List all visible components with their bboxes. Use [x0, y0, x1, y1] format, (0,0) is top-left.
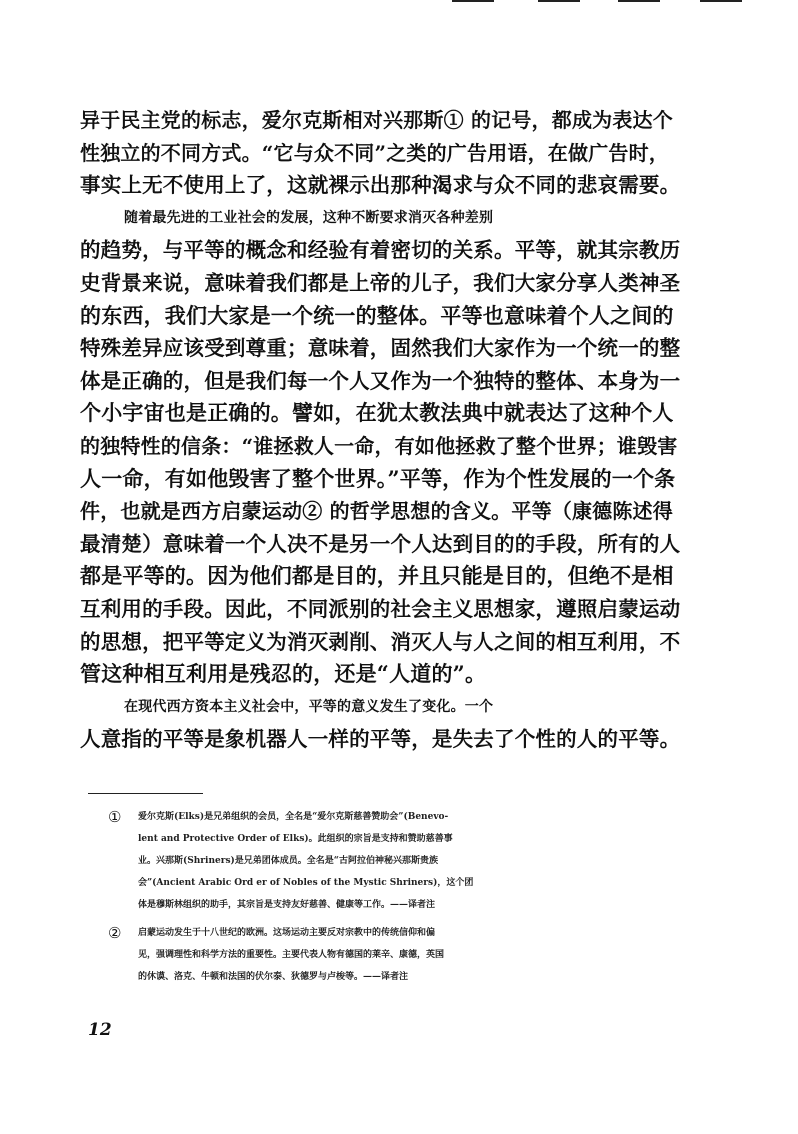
page-number: 12: [88, 1020, 112, 1040]
text-line: 管这种相互利用是残忍的，还是“人道的”。: [80, 661, 487, 687]
paragraph: [80, 691, 680, 756]
text-line: 互利用的手段。因此，不同派别的社会主义思想家，遵照启蒙运动: [80, 596, 681, 621]
footnote-line: 见，强调理性和科学方法的重要性。主要代表人物有德国的莱辛、康德，英国: [138, 950, 445, 960]
footnote: [108, 806, 688, 916]
footnote-marker: ①: [108, 808, 122, 826]
footnote-separator: [88, 793, 203, 794]
text-line: 人一命，有如他毁害了整个世界。”平等，作为个性发展的一个条: [80, 465, 676, 491]
text-line: 在现代西方资本主义社会中，平等的意义发生了变化。一个: [124, 698, 494, 715]
text-line: 个小宇宙也是正确的。譬如，在犹太教法典中就表达了这种个人: [80, 400, 674, 426]
top-rule-3: [618, 0, 660, 2]
text-line: 的独特性的信条：“谁拯救人一命，有如他拯救了整个世界；谁毁害: [80, 433, 678, 458]
footnotes: [108, 806, 688, 994]
text-line: 特殊差异应该受到尊重；意味着，固然我们大家作为一个统一的整: [80, 336, 681, 361]
footnote-line: 爱尔克斯(Elks)是兄弟组织的会员，全名是“爱尔克斯慈善赞助会”(Benevo-: [138, 812, 449, 822]
text-line: 的思想，把平等定义为消灭剥削、消灭人与人之间的相互利用，不: [80, 629, 681, 654]
footnote-line: 的休谟、洛克、牛顿和法国的伏尔泰、狄德罗与卢梭等。——译者注: [138, 972, 409, 982]
text-line: 随着最先进的工业社会的发展，这种不断要求消灭各种差别: [124, 209, 494, 226]
top-rule-4: [700, 0, 742, 2]
text-line: 的东西，我们大家是一个统一的整体。平等也意味着个人之间的: [80, 302, 674, 328]
text-line: 最清楚）意味着一个人决不是另一个人达到目的的手段，所有的人: [80, 531, 681, 556]
text-line: 的趋势，与平等的概念和经验有着密切的关系。平等，就其宗教历: [80, 238, 681, 263]
text-line: 都是平等的。因为他们都是目的，并且只能是目的，但绝不是相: [80, 563, 674, 589]
footnote-line: 启蒙运动发生于十八世纪的欧洲。这场运动主要反对宗教中的传统信仰和偏: [138, 928, 436, 938]
text-line: 史背景来说，意味着我们都是上帝的儿子，我们大家分享人类神圣: [80, 270, 681, 295]
text-line: 异于民主党的标志，爱尔克斯相对兴那斯① 的记号，都成为表达个: [80, 108, 673, 132]
text-line: 体是正确的，但是我们每一个人又作为一个独特的整体、本身为一: [80, 368, 681, 393]
footnote-line: lent and Protective Order of Elks)。此组织的宗旨是支持和赞助慈善事: [138, 834, 453, 844]
top-rule-2: [538, 0, 580, 2]
text-line: 性独立的不同方式。“它与众不同”之类的广告用语，在做广告时，: [80, 140, 670, 165]
footnote-line: 体是穆斯林组织的助手，其宗旨是支持友好慈善、健康等工作。——译者注: [138, 900, 436, 910]
text-line: 人意指的平等是象机器人一样的平等，是失去了个性的人的平等。: [80, 727, 681, 752]
text-line: 件，也就是西方启蒙运动② 的哲学思想的含义。平等（康德陈述得: [80, 499, 673, 524]
text-line: 事实上无不使用上了，这就裸示出那种渴求与众不同的悲哀需要。: [80, 173, 681, 198]
paragraph: [80, 202, 680, 691]
footnote-line: 会”(Ancient Arabic Ord er of Nobles of the Mystic Shriners)，这个团: [138, 878, 474, 888]
paragraph: [80, 104, 680, 202]
footnote-line: 业。兴那斯(Shriners)是兄弟团体成员。全名是“古阿拉伯神秘兴那斯贵族: [138, 856, 438, 866]
body-text: [80, 104, 680, 756]
footnote: [108, 922, 688, 988]
footnote-marker: ②: [108, 924, 122, 942]
top-rule-1: [452, 0, 494, 2]
